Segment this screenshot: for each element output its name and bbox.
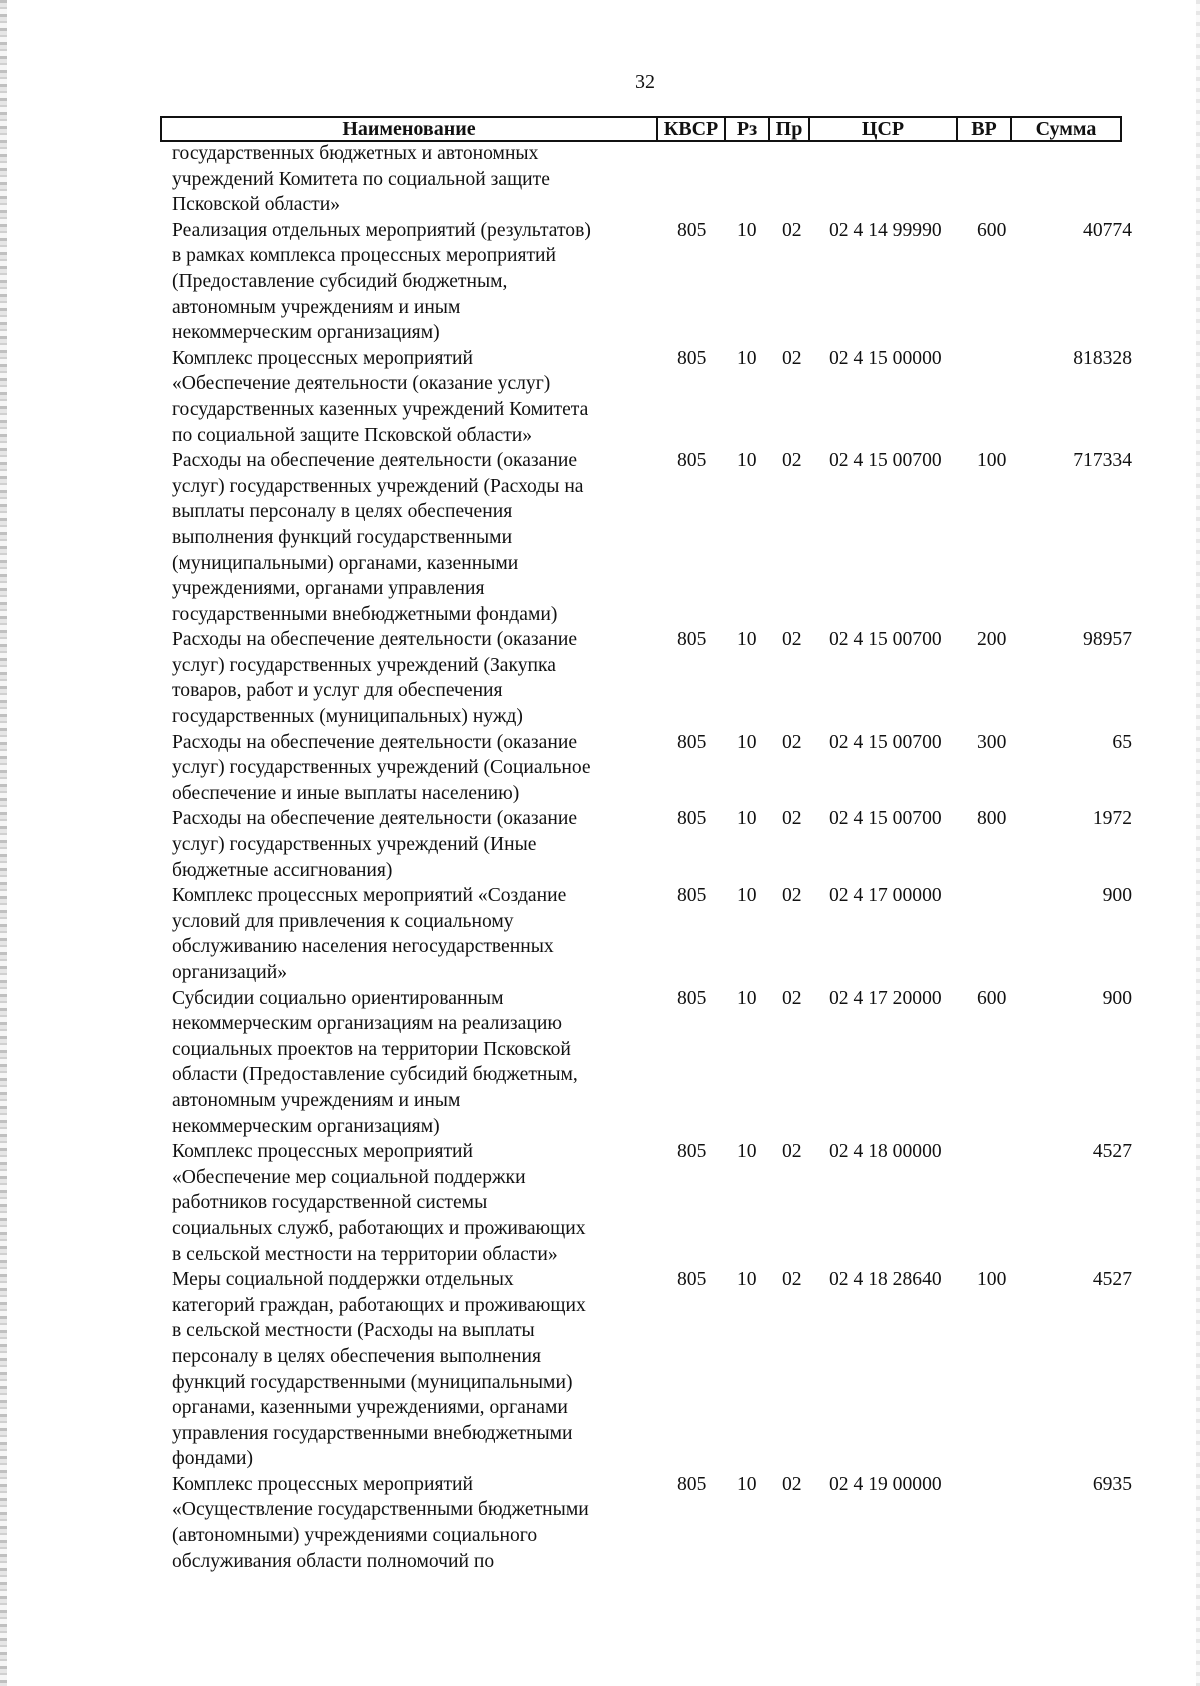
scan-right-edge [1196, 0, 1200, 1686]
row-name-line: автономным учреждениям и иным [172, 296, 461, 318]
row-rz: 10 [737, 629, 757, 651]
row-name [172, 1472, 652, 1574]
row-name-line: Псковской области» [172, 194, 341, 216]
header-vr: ВР [957, 117, 1011, 141]
row-csr: 02 4 15 00700 [829, 808, 942, 830]
column-header-table [160, 116, 1122, 142]
row-name [172, 141, 652, 218]
row-name-line: Реализация отдельных мероприятий (результатов) [172, 219, 591, 241]
row-name-line: обеспечение и иные выплаты населению) [172, 782, 520, 804]
row-vr: 800 [977, 808, 1007, 830]
row-csr: 02 4 15 00000 [829, 347, 942, 369]
row-name [172, 1139, 652, 1267]
row-rz: 10 [737, 219, 757, 241]
row-name-line: (Предоставление субсидий бюджетным, [172, 270, 508, 292]
row-name [172, 218, 652, 346]
row-csr: 02 4 19 00000 [829, 1473, 942, 1495]
row-name-line: фондами) [172, 1448, 254, 1470]
row-sum: 98957 [1083, 629, 1132, 651]
row-sum: 4527 [1092, 1141, 1132, 1163]
row-rz: 10 [737, 731, 757, 753]
row-kvsr: 805 [677, 1269, 707, 1291]
row-name-line: бюджетные ассигнования) [172, 859, 393, 881]
row-name-line: социальных служб, работающих и проживающих [172, 1217, 586, 1239]
row-name-line: учреждениями, органами управления [172, 578, 485, 600]
row-sum: 717334 [1073, 450, 1132, 472]
row-rz: 10 [737, 450, 757, 472]
row-name-line: некоммерческим организациям) [172, 1115, 440, 1137]
row-name-line: Расходы на обеспечение деятельности (оказание [172, 629, 578, 651]
table-row [172, 346, 1132, 448]
row-csr: 02 4 18 00000 [829, 1141, 942, 1163]
row-name [172, 448, 652, 627]
row-rz: 10 [737, 885, 757, 907]
row-pr: 02 [782, 731, 802, 753]
row-kvsr: 805 [677, 1473, 707, 1495]
row-name-line: «Осуществление государственными бюджетными [172, 1499, 589, 1521]
row-kvsr: 805 [677, 987, 707, 1009]
row-name [172, 346, 652, 448]
row-name-line: области (Предоставление субсидий бюджетным, [172, 1064, 578, 1086]
table-row [172, 1139, 1132, 1267]
table-row [172, 141, 1132, 218]
row-name-line: Расходы на обеспечение деятельности (оказание [172, 450, 578, 472]
row-name-line: в сельской местности на территории области» [172, 1243, 558, 1265]
row-rz: 10 [737, 1473, 757, 1495]
row-name-line: Субсидии социально ориентированным [172, 987, 504, 1009]
row-name [172, 986, 652, 1140]
row-vr: 100 [977, 1269, 1007, 1291]
row-pr: 02 [782, 987, 802, 1009]
row-rz: 10 [737, 987, 757, 1009]
row-name [172, 1267, 652, 1472]
row-name-line: Комплекс процессных мероприятий [172, 347, 473, 369]
row-csr: 02 4 17 20000 [829, 987, 942, 1009]
row-name-line: государственных казенных учреждений Комитета [172, 398, 589, 420]
row-name-line: функций государственными (муниципальными) [172, 1371, 573, 1393]
header-pr: Пр [769, 117, 809, 141]
row-kvsr: 805 [677, 1141, 707, 1163]
row-pr: 02 [782, 1473, 802, 1495]
row-name-line: государственными внебюджетными фондами) [172, 603, 558, 625]
row-name-line: выполнения функций государственными [172, 526, 513, 548]
row-pr: 02 [782, 450, 802, 472]
row-name-line: в рамках комплекса процессных мероприятий [172, 245, 557, 267]
row-pr: 02 [782, 808, 802, 830]
row-name [172, 730, 652, 807]
row-name-line: обслуживанию населения негосударственных [172, 936, 554, 958]
header-kvsr: КВСР [657, 117, 725, 141]
row-csr: 02 4 15 00700 [829, 629, 942, 651]
row-name-line: работников государственной системы [172, 1192, 488, 1214]
table-row [172, 448, 1132, 627]
table-row [172, 1267, 1132, 1472]
row-rz: 10 [737, 347, 757, 369]
row-rz: 10 [737, 808, 757, 830]
header-csr: ЦСР [809, 117, 957, 141]
row-name [172, 883, 652, 985]
row-csr: 02 4 15 00700 [829, 450, 942, 472]
table-row [172, 730, 1132, 807]
table-row [172, 218, 1132, 346]
table-row [172, 986, 1132, 1140]
budget-rows [172, 141, 1132, 1574]
row-sum: 1972 [1092, 808, 1132, 830]
table-row [172, 806, 1132, 883]
row-name-line: автономным учреждениям и иным [172, 1089, 461, 1111]
row-name-line: выплаты персоналу в целях обеспечения [172, 501, 513, 523]
row-kvsr: 805 [677, 450, 707, 472]
row-name-line: учреждений Комитета по социальной защите [172, 168, 550, 190]
row-pr: 02 [782, 219, 802, 241]
row-name [172, 627, 652, 729]
row-name-line: Комплекс процессных мероприятий [172, 1473, 473, 1495]
row-kvsr: 805 [677, 808, 707, 830]
column-header-row [161, 117, 1121, 141]
row-rz: 10 [737, 1141, 757, 1163]
row-name-line: услуг) государственных учреждений (Расходы на [172, 475, 584, 497]
table-row [172, 883, 1132, 985]
row-name-line: организаций» [172, 962, 287, 983]
row-name-line: «Обеспечение деятельности (оказание услуг) [172, 373, 551, 395]
row-name-line: Меры социальной поддержки отдельных [172, 1269, 514, 1291]
row-vr: 600 [977, 987, 1007, 1009]
table-row [172, 1472, 1132, 1574]
table-row [172, 627, 1132, 729]
row-name-line: управления государственными внебюджетными [172, 1422, 573, 1444]
row-name-line: «Обеспечение мер социальной поддержки [172, 1166, 526, 1188]
row-pr: 02 [782, 629, 802, 651]
row-name-line: условий для привлечения к социальному [172, 910, 514, 932]
row-name-line: в сельской местности (Расходы на выплаты [172, 1320, 535, 1342]
row-csr: 02 4 15 00700 [829, 731, 942, 753]
row-sum: 900 [1102, 885, 1132, 907]
row-name-line: некоммерческим организациям на реализацию [172, 1013, 562, 1035]
row-name-line: обслуживания области полномочий по [172, 1550, 495, 1572]
row-pr: 02 [782, 885, 802, 907]
row-sum: 40774 [1083, 219, 1132, 241]
row-kvsr: 805 [677, 629, 707, 651]
row-sum: 818328 [1073, 347, 1132, 369]
row-name-line: органами, казенными учреждениями, органами [172, 1397, 568, 1419]
row-name-line: (автономными) учреждениями социального [172, 1525, 538, 1547]
row-kvsr: 805 [677, 347, 707, 369]
row-name-line: Комплекс процессных мероприятий [172, 1141, 473, 1163]
row-csr: 02 4 14 99990 [829, 219, 942, 241]
row-name-line: товаров, работ и услуг для обеспечения [172, 680, 503, 702]
row-name-line: государственных бюджетных и автономных [172, 143, 539, 164]
page-number: 32 [635, 71, 655, 93]
header-sum: Сумма [1011, 117, 1121, 141]
row-name-line: (муниципальными) органами, казенными [172, 552, 519, 574]
row-name-line: государственных (муниципальных) нужд) [172, 706, 523, 728]
header-name: Наименование [161, 117, 657, 141]
row-pr: 02 [782, 1269, 802, 1291]
row-name-line: Расходы на обеспечение деятельности (оказание [172, 731, 578, 753]
row-sum: 6935 [1092, 1473, 1132, 1495]
row-name-line: услуг) государственных учреждений (Закупка [172, 654, 556, 676]
row-name-line: по социальной защите Псковской области» [172, 424, 533, 446]
header-rz: Рз [725, 117, 769, 141]
row-sum: 4527 [1092, 1269, 1132, 1291]
row-name-line: Комплекс процессных мероприятий «Создание [172, 885, 567, 907]
row-name-line: социальных проектов на территории Псковской [172, 1038, 571, 1060]
row-kvsr: 805 [677, 731, 707, 753]
row-name-line: категорий граждан, работающих и проживающих [172, 1294, 586, 1316]
row-vr: 300 [977, 731, 1007, 753]
scan-left-edge [0, 0, 7, 1686]
row-vr: 100 [977, 450, 1007, 472]
row-sum: 900 [1102, 987, 1132, 1009]
row-csr: 02 4 18 28640 [829, 1269, 942, 1291]
row-pr: 02 [782, 347, 802, 369]
row-pr: 02 [782, 1141, 802, 1163]
row-name-line: персоналу в целях обеспечения выполнения [172, 1345, 542, 1367]
row-rz: 10 [737, 1269, 757, 1291]
row-kvsr: 805 [677, 885, 707, 907]
row-csr: 02 4 17 00000 [829, 885, 942, 907]
row-name-line: услуг) государственных учреждений (Социальное [172, 757, 591, 779]
row-vr: 600 [977, 219, 1007, 241]
row-name-line: услуг) государственных учреждений (Иные [172, 834, 537, 856]
row-name-line: Расходы на обеспечение деятельности (оказание [172, 808, 578, 830]
row-sum: 65 [1112, 731, 1132, 753]
row-vr: 200 [977, 629, 1007, 651]
row-kvsr: 805 [677, 219, 707, 241]
row-name-line: некоммерческим организациям) [172, 322, 440, 344]
row-name [172, 806, 652, 883]
